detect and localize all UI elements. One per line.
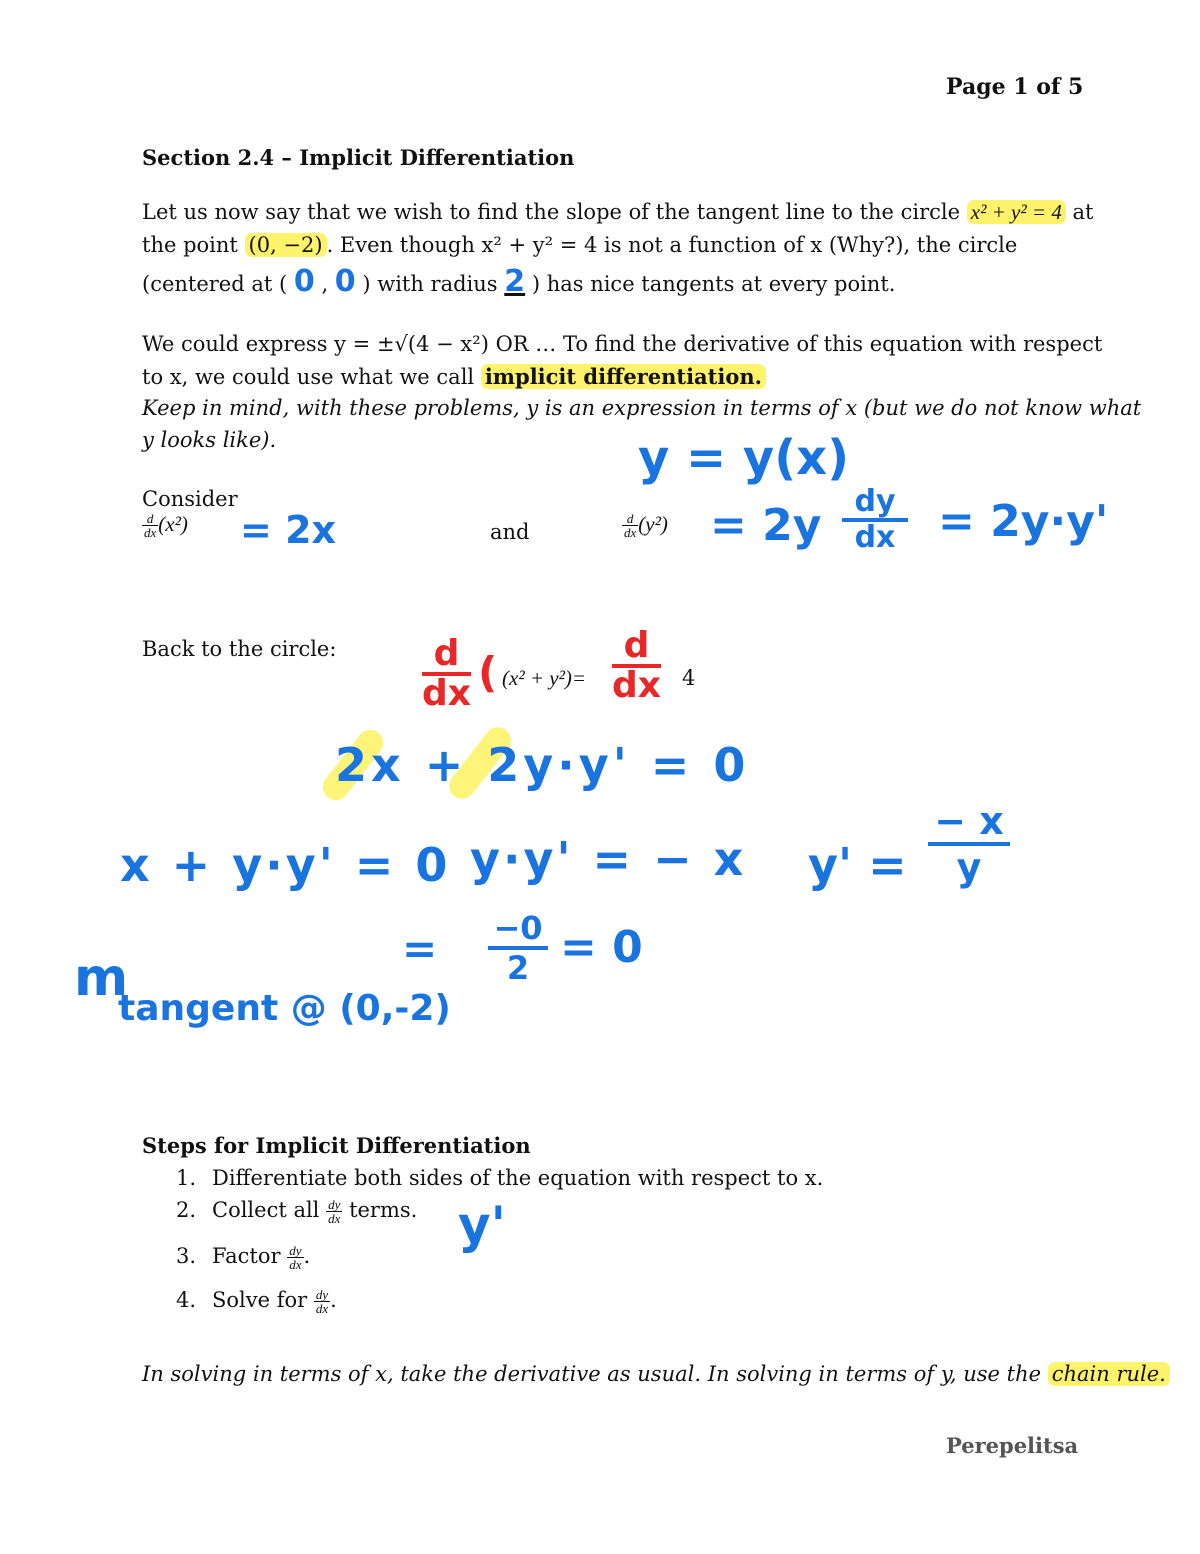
intro-text: ) has nice tangents at every point.	[531, 272, 896, 296]
frac-num: d	[626, 511, 634, 526]
handwritten-y-of-x: y = y(x)	[638, 430, 850, 486]
express-line-3: Keep in mind, with these problems, y is an expression in terms of x (but we do not know what	[142, 396, 1142, 420]
handwritten-2y-yprime: = 2y·y'	[938, 496, 1109, 547]
handwritten-open-paren: (	[478, 648, 498, 697]
express-line-2	[142, 364, 766, 389]
intro-text: Let us now say that we wish to find the slope of the tangent line to the circle	[142, 200, 967, 224]
handwritten-eq-sign: =	[402, 924, 438, 973]
step-1	[176, 1166, 823, 1190]
handwritten-m: m	[74, 948, 129, 1008]
step-4	[176, 1288, 337, 1315]
handwritten-radius: 2	[504, 264, 526, 299]
step-tail: .	[303, 1244, 311, 1268]
handwritten-tangent-at-point: tangent @ (0,-2)	[118, 988, 451, 1029]
frac-den: dx	[289, 1257, 302, 1272]
frac-num: dy	[315, 1287, 329, 1302]
handwritten-fraction-x-over-y	[928, 800, 1010, 888]
frac-num: d	[146, 511, 154, 526]
consider-expr-1	[142, 512, 188, 539]
express-line-4: y looks like).	[142, 428, 277, 452]
handwritten-center-y: 0	[334, 264, 356, 299]
circle-lhs: (x² + y²)=	[502, 666, 587, 690]
intro-text: . Even though x² + y² = 4 is not a function of x (Why?), the circle	[326, 233, 1018, 257]
step-text: Solve for	[212, 1288, 308, 1312]
handwritten-2x: = 2x	[240, 508, 337, 552]
intro-text: the point	[142, 233, 245, 257]
frac-den: dx	[144, 525, 157, 540]
hw-d: d	[433, 633, 460, 674]
hw-dx: dx	[422, 673, 471, 714]
step-text: Collect all	[212, 1198, 320, 1222]
closing-line	[142, 1362, 1170, 1386]
step-number: 4.	[176, 1288, 197, 1312]
circle-label: Back to the circle:	[142, 637, 337, 661]
handwritten-line-2a: x + y·y' = 0	[120, 838, 451, 892]
handwritten-result-zero: = 0	[560, 922, 643, 973]
step-2	[176, 1198, 417, 1225]
d-dx-fraction	[142, 512, 158, 539]
intro-line-1	[142, 200, 1093, 225]
steps-title: Steps for Implicit Differentiation	[142, 1133, 531, 1158]
dy-dx-fraction	[287, 1244, 303, 1271]
express-line-1: We could express y = ±√(4 − x²) OR … To find the derivative of this equation with respect	[142, 332, 1103, 356]
d-dx-fraction	[622, 512, 638, 539]
step-tail: .	[330, 1288, 337, 1312]
hw-d: d	[623, 625, 650, 666]
dy-dx-fraction	[314, 1288, 330, 1315]
handwritten-line-2c: y' =	[808, 838, 907, 892]
intro-text: ,	[321, 272, 335, 296]
frac-num: dy	[289, 1243, 302, 1258]
step-text: Factor	[212, 1244, 281, 1268]
intro-text: ) with radius	[362, 272, 505, 296]
step-number: 1.	[176, 1166, 197, 1190]
step-3	[176, 1244, 310, 1271]
x-squared: (x²)	[158, 512, 188, 536]
handwritten-d-dx-left	[422, 633, 471, 714]
step-number: 2.	[176, 1198, 197, 1222]
consider-expr-2	[622, 512, 668, 539]
y-squared: (y²)	[638, 512, 668, 536]
intro-text: (centered at (	[142, 272, 288, 296]
closing-text: In solving in terms of x, take the derivative as usual. In solving in terms of y, use the	[142, 1362, 1042, 1386]
express-text: to x, we could use what we call	[142, 365, 481, 389]
handwritten-d-dx-right	[612, 625, 661, 706]
circle-rhs: 4	[682, 666, 696, 690]
point-highlight: (0, −2)	[245, 233, 327, 257]
step-number: 3.	[176, 1244, 197, 1268]
intro-text: at	[1065, 200, 1094, 224]
handwritten-center-x: 0	[293, 264, 315, 299]
hw-num: −0	[493, 909, 543, 947]
intro-line-3	[142, 264, 895, 299]
dy-dx-fraction	[326, 1198, 342, 1225]
implicit-differentiation-highlight: implicit differentiation.	[481, 364, 766, 389]
hw-dx: dx	[842, 518, 908, 554]
hw-den: 2	[488, 946, 548, 986]
chain-rule-highlight: chain rule.	[1048, 1362, 1170, 1386]
frac-num: dy	[328, 1197, 341, 1212]
frac-den: dx	[624, 525, 637, 540]
consider-label: Consider	[142, 487, 238, 511]
handwritten-yprime: y'	[458, 1196, 506, 1254]
intro-line-2	[142, 233, 1017, 257]
frac-den: dx	[315, 1301, 329, 1316]
step-tail: terms.	[349, 1198, 418, 1222]
step-text: Differentiate both sides of the equation with respect to x.	[212, 1166, 824, 1190]
handwritten-line-2b: y·y' = − x	[470, 832, 747, 886]
section-title: Section 2.4 – Implicit Differentiation	[142, 145, 575, 170]
and-word: and	[490, 520, 530, 544]
page-number: Page 1 of 5	[946, 74, 1084, 100]
handwritten-line-1: 2x + 2y·y' = 0	[335, 738, 750, 792]
frac-den: dx	[328, 1211, 341, 1226]
hw-dx: dx	[612, 665, 661, 706]
handwritten-2y: = 2y	[710, 500, 822, 551]
handwritten-dy-dx	[842, 486, 908, 554]
author: Perepelitsa	[946, 1433, 1079, 1458]
hw-den: y	[928, 842, 1010, 888]
hw-num: − x	[934, 799, 1004, 843]
hw-dy: dy	[854, 484, 896, 519]
circle-equation: x² + y² = 4	[967, 200, 1066, 224]
handwritten-fraction-0-over-2	[488, 910, 548, 986]
